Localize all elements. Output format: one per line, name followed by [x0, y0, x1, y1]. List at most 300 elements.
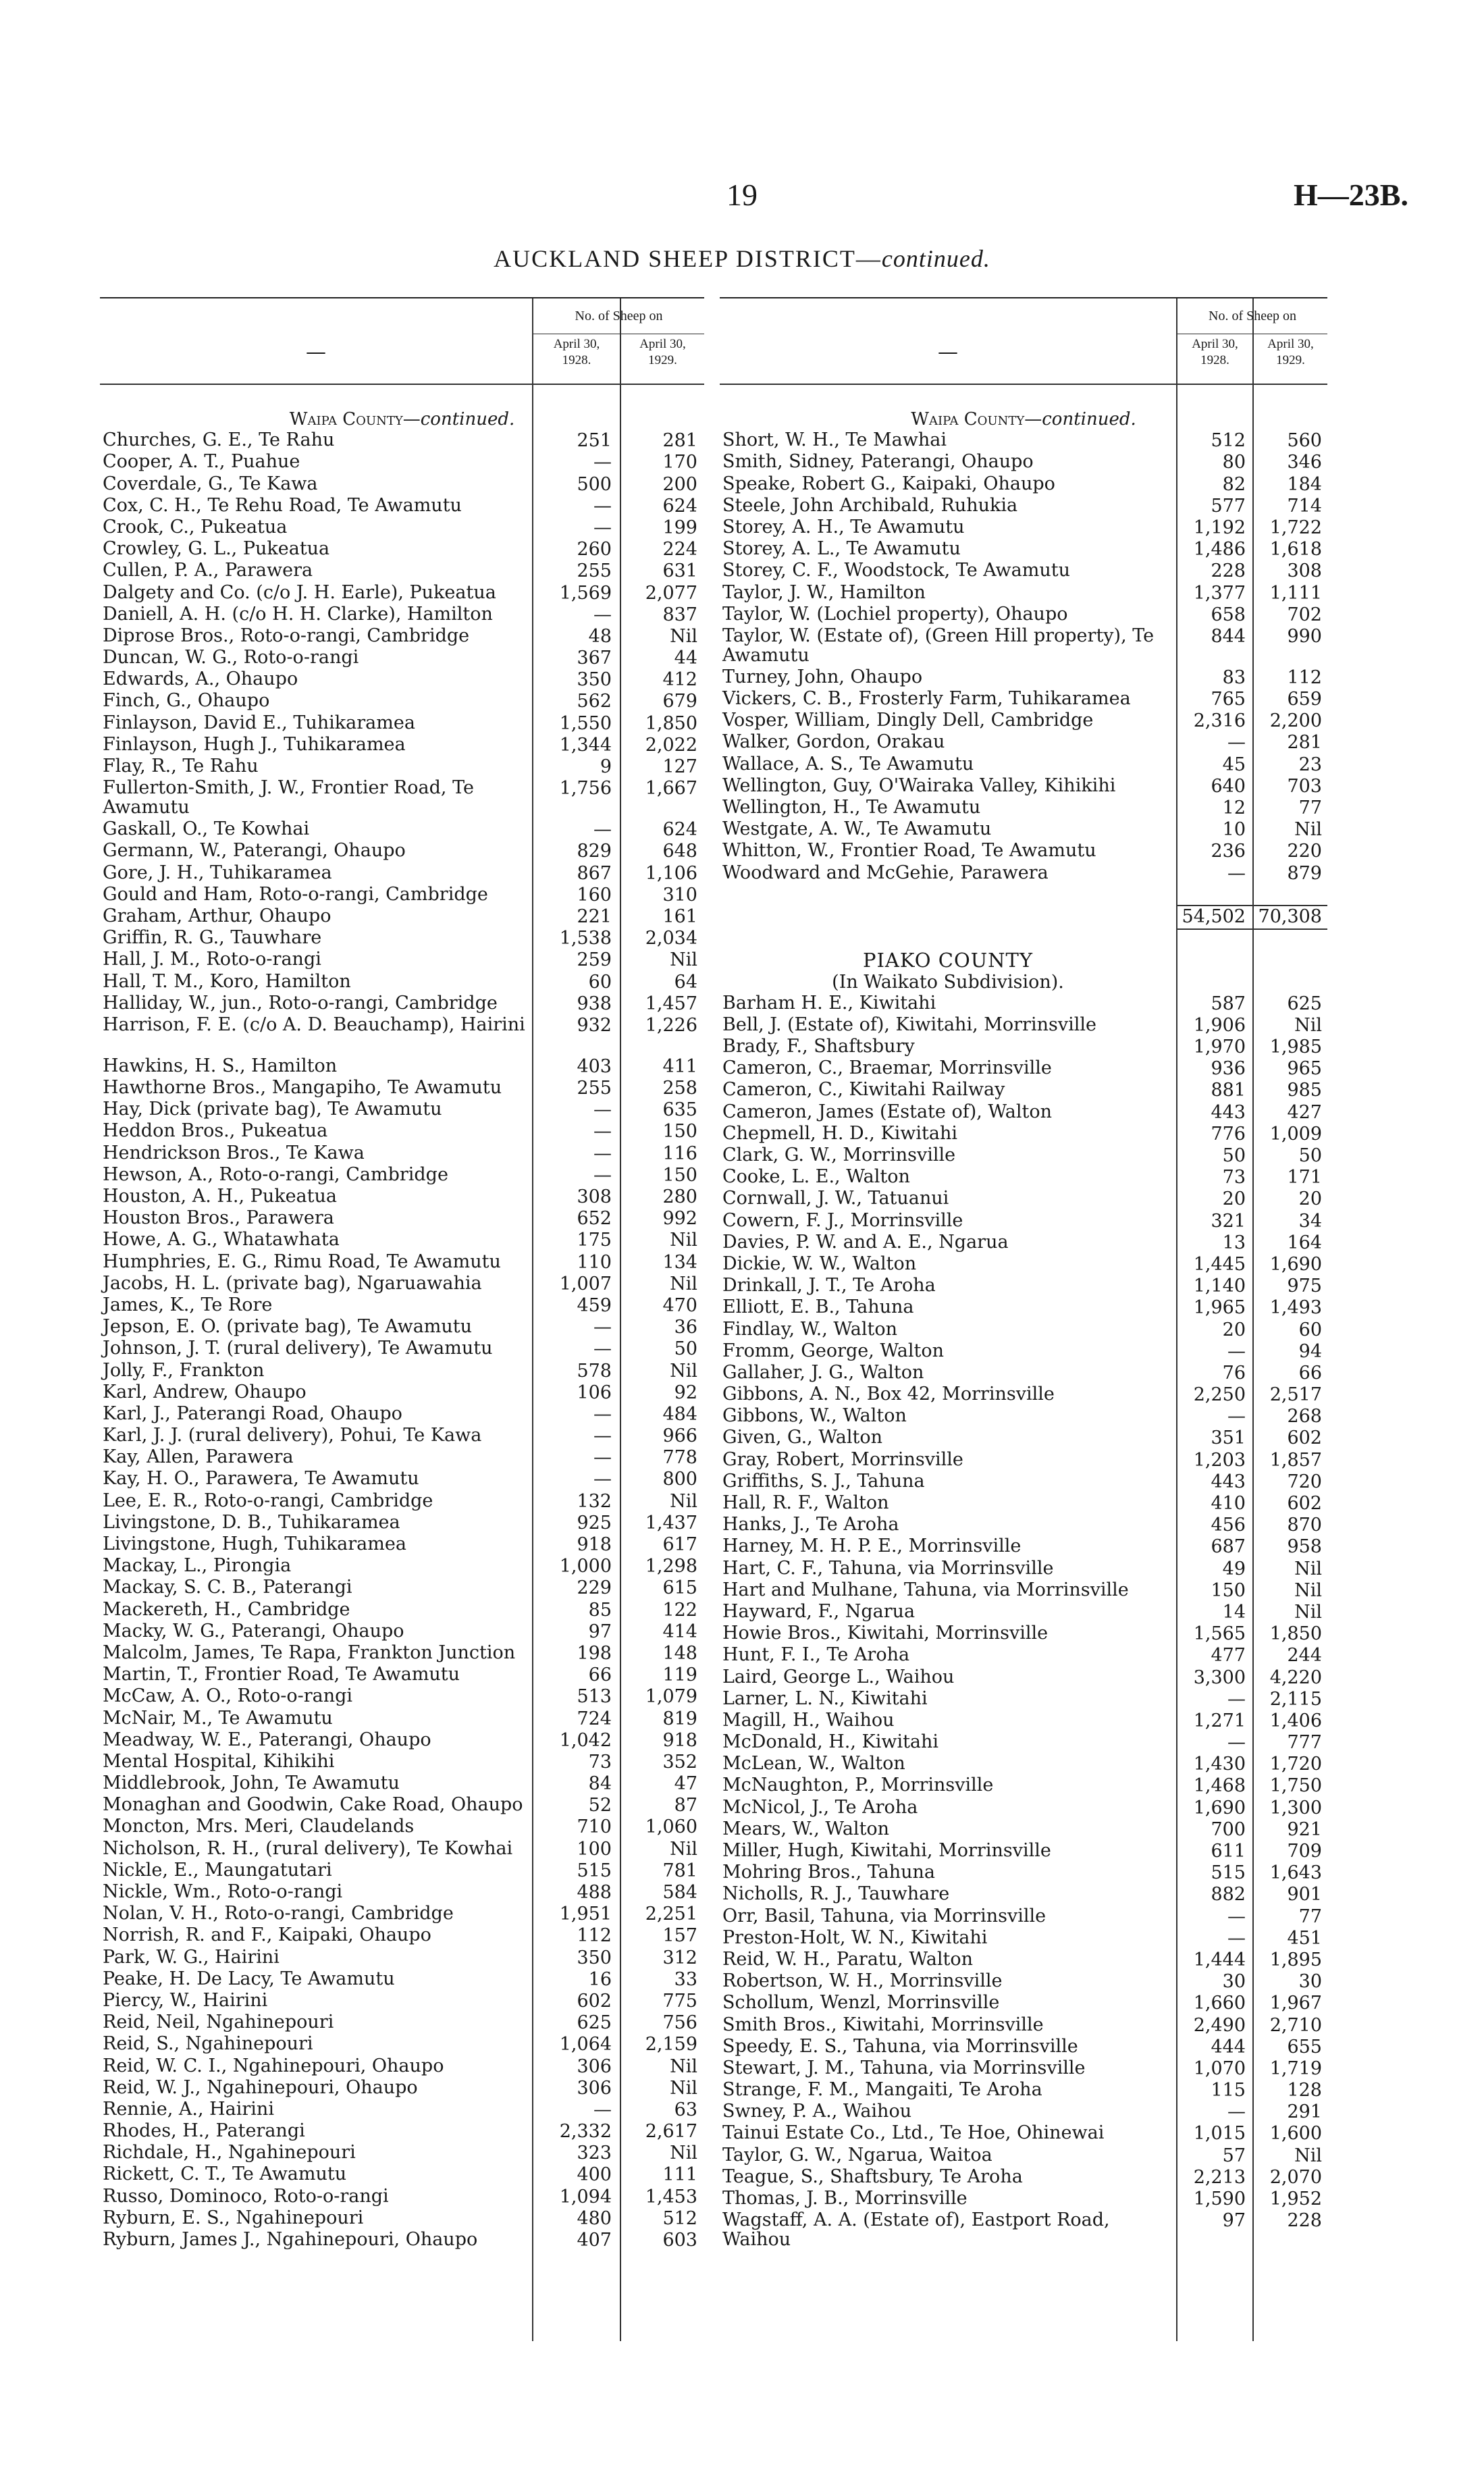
- farmer-name: Bell, J. (Estate of), Kiwitahi, Morrinsville: [722, 1014, 1096, 1035]
- farmer-name: Duncan, W. G., Roto-o-rangi: [103, 647, 359, 669]
- sheep-count-1929: 134: [662, 1251, 697, 1273]
- sheep-count-1929: 709: [1287, 1841, 1322, 1862]
- sheep-count-1928: 49: [1222, 1558, 1246, 1579]
- table-row: [720, 732, 1327, 754]
- table-row: [100, 2164, 704, 2186]
- farmer-name: Cornwall, J. W., Tatuanui: [722, 1188, 949, 1209]
- farmer-name: Nicholson, R. H., (rural delivery), Te Kowhai: [103, 1837, 513, 1859]
- sheep-count-1928: 918: [577, 1534, 612, 1555]
- table-row: [720, 1667, 1327, 1689]
- left-rows: [100, 409, 704, 2251]
- table-row: [720, 667, 1327, 689]
- sheep-count-1929: 414: [662, 1621, 697, 1642]
- farmer-name: Dickie, W. W., Walton: [722, 1253, 917, 1274]
- sheep-count-1929: 2,251: [645, 1904, 697, 1925]
- table-row: [100, 517, 704, 539]
- sheep-count-1928: 321: [1211, 1210, 1246, 1232]
- farmer-name: Storey, A. L., Te Awamutu: [722, 538, 961, 560]
- farmer-name: Flay, R., Te Rahu: [103, 756, 259, 777]
- sheep-count-1928: —: [593, 452, 612, 473]
- sheep-count-1928: 259: [577, 949, 612, 971]
- sheep-count-1929: 157: [662, 1925, 697, 1947]
- sheep-count-1929: 1,600: [1269, 2123, 1322, 2145]
- farmer-name: Mackay, S. C. B., Paterangi: [103, 1577, 352, 1598]
- table-row: [100, 1816, 704, 1838]
- sheep-count-1928: 3,300: [1193, 1667, 1246, 1688]
- sheep-count-1928: —: [593, 1447, 612, 1469]
- farmer-name: Turney, John, Ohaupo: [722, 666, 923, 687]
- table-row: [100, 1186, 704, 1208]
- table-row: [100, 1947, 704, 1969]
- sheep-count-1929: 33: [674, 1968, 697, 1990]
- sheep-count-1928: 515: [577, 1860, 612, 1881]
- table-row: [720, 1558, 1327, 1580]
- farmer-name: Lee, E. R., Roto-o-rangi, Cambridge: [103, 1490, 433, 1511]
- farmer-name: Karl, J., Paterangi Road, Ohaupo: [103, 1403, 402, 1424]
- farmer-name: Norrish, R. and F., Kaipaki, Ohaupo: [103, 1924, 431, 1946]
- sheep-count-1928: 1,000: [559, 1556, 612, 1577]
- sheep-count-1928: 443: [1211, 1471, 1246, 1492]
- sheep-count-1928: 710: [577, 1816, 612, 1838]
- sheep-count-1929: 990: [1287, 625, 1322, 647]
- sheep-count-1929: 921: [1287, 1818, 1322, 1840]
- sheep-count-1929: Nil: [670, 2143, 697, 2164]
- table-row: [720, 797, 1327, 819]
- sheep-count-1928: 2,250: [1193, 1384, 1246, 1406]
- sheep-count-1929: 4,220: [1269, 1667, 1322, 1688]
- farmer-name: Westgate, A. W., Te Awamutu: [722, 818, 992, 840]
- table-row: [720, 474, 1327, 496]
- table-row: [100, 1577, 704, 1599]
- farmer-name: Schollum, Wenzl, Morrinsville: [722, 1992, 1000, 2014]
- sheep-count-1929: 220: [1287, 841, 1322, 862]
- sheep-count-1929: 150: [662, 1121, 697, 1143]
- sheep-count-1929: 800: [662, 1469, 697, 1490]
- sheep-count-1929: 679: [662, 691, 697, 712]
- table-row: [100, 841, 704, 862]
- farmer-name: Coverdale, G., Te Kawa: [103, 473, 318, 494]
- table-row: [720, 1124, 1327, 1145]
- sheep-count-1929: 1,009: [1269, 1123, 1322, 1145]
- farmer-name: Germann, W., Paterangi, Ohaupo: [103, 840, 406, 862]
- sheep-count-1929: Nil: [670, 1490, 697, 1512]
- table-row: [100, 1839, 704, 1860]
- county-heading: [100, 409, 704, 430]
- total-1928: 54,502: [1182, 906, 1246, 927]
- sheep-count-1929: 352: [662, 1751, 697, 1773]
- document-code: H—23B.: [1294, 178, 1408, 212]
- sheep-count-1928: 1,377: [1193, 582, 1246, 604]
- sheep-count-1929: Nil: [1294, 1579, 1322, 1601]
- table-row: [720, 776, 1327, 797]
- farmer-name: Hanks, J., Te Aroha: [722, 1514, 899, 1536]
- farmer-name: Stewart, J. M., Tahuna, via Morrinsville: [722, 2057, 1086, 2078]
- table-row: [100, 648, 704, 669]
- table-row: [720, 1689, 1327, 1710]
- table-row: [720, 1949, 1327, 1971]
- table-row: [720, 1297, 1327, 1319]
- table-row: [100, 1534, 704, 1556]
- table-row: [100, 1686, 704, 1708]
- farmer-name: Cameron, C., Braemar, Morrinsville: [722, 1057, 1052, 1079]
- table-row: [720, 1971, 1327, 1993]
- sheep-count-1928: 765: [1211, 689, 1246, 710]
- sheep-count-1929: 484: [662, 1403, 697, 1425]
- sheep-count-1928: —: [593, 1143, 612, 1164]
- farmer-name: Reid, S., Ngahinepouri: [103, 2033, 313, 2055]
- sheep-count-1928: —: [1227, 732, 1246, 754]
- sheep-count-1928: 255: [577, 560, 612, 582]
- table-row: [720, 496, 1327, 517]
- sheep-count-1928: 925: [577, 1512, 612, 1534]
- sheep-count-1929: 1,967: [1269, 1993, 1322, 2014]
- sheep-count-1928: 251: [577, 430, 612, 452]
- sheep-count-1929: 1,719: [1269, 2058, 1322, 2079]
- col-1928-line2: 1928.: [1200, 353, 1229, 367]
- farmer-name: Ryburn, E. S., Ngahinepouri: [103, 2207, 364, 2228]
- sheep-count-1929: 2,517: [1269, 1384, 1322, 1406]
- sheep-count-1929: 1,720: [1269, 1754, 1322, 1775]
- sheep-count-1928: 403: [577, 1055, 612, 1077]
- sheep-count-1928: 367: [577, 648, 612, 669]
- sheep-count-1928: —: [593, 1425, 612, 1447]
- sheep-count-1928: 351: [1211, 1427, 1246, 1449]
- sheep-count-1928: 1,444: [1193, 1949, 1246, 1970]
- sheep-count-1928: 687: [1211, 1536, 1246, 1558]
- table-row: [720, 819, 1327, 841]
- table-row: [100, 1056, 704, 1078]
- farmer-name: Fromm, George, Walton: [722, 1340, 945, 1361]
- sheep-count-1928: 1,094: [559, 2186, 612, 2207]
- farmer-name: Houston, A. H., Pukeatua: [103, 1186, 337, 1207]
- sheep-count-1928: —: [593, 819, 612, 841]
- farmer-name: Rennie, A., Hairini: [103, 2098, 274, 2120]
- sheep-count-1928: 1,042: [559, 1729, 612, 1751]
- table-row: [720, 1167, 1327, 1188]
- sheep-count-1929: 224: [662, 539, 697, 560]
- sheep-count-1929: 244: [1287, 1645, 1322, 1667]
- farmer-name: Rickett, C. T., Te Awamutu: [103, 2164, 347, 2185]
- table-row: [720, 604, 1327, 626]
- farmer-name: Peake, H. De Lacy, Te Awamutu: [103, 1968, 395, 1989]
- sheep-count-1928: 844: [1211, 625, 1246, 647]
- farmer-name: Park, W. G., Hairini: [103, 1946, 280, 1968]
- table-row: [720, 1536, 1327, 1558]
- farmer-name: Griffin, R. G., Tauwhare: [103, 927, 322, 949]
- farmer-name: Howie Bros., Kiwitahi, Morrinsville: [722, 1623, 1049, 1644]
- col-1928-header: [533, 336, 620, 374]
- farmer-name: Heddon Bros., Pukeatua: [103, 1120, 328, 1142]
- sheep-count-1928: 640: [1211, 775, 1246, 797]
- sheep-count-1928: 2,213: [1193, 2166, 1246, 2188]
- table-row: [720, 1906, 1327, 1928]
- sheep-count-1928: 456: [1211, 1515, 1246, 1536]
- sheep-count-1929: 1,060: [645, 1816, 697, 1838]
- table-row: [100, 1600, 704, 1621]
- col-1928-header: [1177, 336, 1252, 374]
- sheep-count-1929: 281: [662, 430, 697, 452]
- sheep-count-1928: 1,965: [1193, 1297, 1246, 1319]
- farmer-name: Gaskall, O., Te Kowhai: [103, 818, 310, 840]
- sheep-count-1928: 1,271: [1193, 1710, 1246, 1731]
- sheep-count-1928: 1,660: [1193, 1993, 1246, 2014]
- sheep-count-1928: 724: [577, 1708, 612, 1729]
- sheep-count-1929: 512: [662, 2207, 697, 2229]
- farmer-name: Barham H. E., Kiwitahi: [722, 992, 936, 1014]
- farmer-name: Elliott, E. B., Tahuna: [722, 1296, 914, 1318]
- farmer-name: Martin, T., Frontier Road, Te Awamutu: [103, 1664, 460, 1685]
- sheep-count-1929: 1,453: [645, 2186, 697, 2207]
- sheep-count-1929: 781: [662, 1860, 697, 1881]
- sheep-count-1928: 700: [1211, 1818, 1246, 1840]
- sheep-count-1929: 720: [1287, 1471, 1322, 1492]
- table-row: [720, 1710, 1327, 1732]
- table-row: [720, 1427, 1327, 1449]
- table-row: [100, 1121, 704, 1143]
- farmer-name: Livingstone, D. B., Tuhikaramea: [103, 1511, 400, 1533]
- sheep-count-1929: Nil: [1294, 1014, 1322, 1036]
- sheep-count-1929: 308: [1287, 560, 1322, 582]
- sheep-count-1928: 9: [600, 756, 612, 777]
- sheep-count-1929: 161: [662, 906, 697, 927]
- sheep-count-1929: 228: [1287, 2210, 1322, 2232]
- farmer-name: Cullen, P. A., Parawera: [103, 560, 313, 581]
- farmer-name: Strange, F. M., Mangaiti, Te Aroha: [722, 2079, 1042, 2101]
- farmer-name: Storey, C. F., Woodstock, Te Awamutu: [722, 560, 1070, 581]
- farmer-name: Hayward, F., Ngarua: [722, 1600, 916, 1622]
- farmer-name: Tainui Estate Co., Ltd., Te Hoe, Ohinewai: [722, 2122, 1105, 2144]
- sheep-count-1928: 658: [1211, 604, 1246, 625]
- farmer-name: Short, W. H., Te Mawhai: [722, 429, 947, 451]
- farmer-name: Jolly, F., Frankton: [103, 1359, 265, 1381]
- farmer-name: Vosper, William, Dingly Dell, Cambridge: [722, 710, 1094, 731]
- sheep-count-1929: 268: [1287, 1406, 1322, 1427]
- sheep-count-1929: 655: [1287, 2036, 1322, 2058]
- farmer-name: Larner, L. N., Kiwitahi: [722, 1687, 928, 1709]
- sheep-count-1928: 14: [1222, 1601, 1246, 1623]
- sheep-count-1929: Nil: [670, 1230, 697, 1251]
- farmer-name: Reid, W. C. I., Ngahinepouri, Ohaupo: [103, 2055, 444, 2076]
- sheep-count-1928: 112: [577, 1925, 612, 1947]
- sheep-count-1929: 635: [662, 1099, 697, 1121]
- farmer-name: Orr, Basil, Tahuna, via Morrinsville: [722, 1905, 1046, 1927]
- farmer-name: Hewson, A., Roto-o-rangi, Cambridge: [103, 1163, 448, 1185]
- farmer-name: Chepmell, H. D., Kiwitahi: [722, 1122, 957, 1144]
- sheep-count-1929: 1,857: [1269, 1449, 1322, 1471]
- table-row: [100, 2186, 704, 2208]
- sheep-count-1929: 122: [662, 1599, 697, 1621]
- table-row: [100, 1730, 704, 1752]
- table-row: [720, 560, 1327, 582]
- table-row: [100, 1882, 704, 1904]
- farmer-name: Wagstaff, A. A. (Estate of), Eastport Road, Waihou: [722, 2209, 1110, 2251]
- sheep-count-1928: —: [593, 1338, 612, 1360]
- sheep-count-1929: 184: [1287, 473, 1322, 495]
- sheep-count-1928: 175: [577, 1230, 612, 1251]
- sheep-count-1928: —: [593, 517, 612, 538]
- farmer-name: Cooper, A. T., Puahue: [103, 451, 300, 473]
- sheep-count-1928: 459: [577, 1294, 612, 1316]
- sheep-count-1928: 228: [1211, 560, 1246, 582]
- sheep-count-1928: —: [593, 1317, 612, 1338]
- farmer-name: Finlayson, David E., Tuhikaramea: [103, 712, 415, 733]
- sheep-count-1929: 1,667: [645, 778, 697, 800]
- table-row: [720, 1732, 1327, 1754]
- sheep-count-1929: 2,200: [1269, 710, 1322, 732]
- farmer-name: Crowley, G. L., Pukeatua: [103, 538, 330, 560]
- sheep-count-1929: 778: [662, 1447, 697, 1469]
- sheep-count-1929: 1,722: [1269, 517, 1322, 538]
- table-row: [720, 1602, 1327, 1623]
- farmer-name: Hart, C. F., Tahuna, via Morrinsville: [722, 1557, 1054, 1579]
- farmer-name: Hall, J. M., Roto-o-rangi: [103, 949, 321, 970]
- farmer-name: Nolan, V. H., Roto-o-rangi, Cambridge: [103, 1903, 454, 1924]
- farmer-name: Hunt, F. I., Te Aroha: [722, 1644, 910, 1666]
- sheep-count-1929: 615: [662, 1577, 697, 1599]
- sheep-count-1928: 1,569: [559, 582, 612, 604]
- sheep-count-1928: 577: [1211, 495, 1246, 517]
- table-row: [100, 885, 704, 906]
- col-1928-line2: 1928.: [562, 353, 591, 367]
- header-rule: [720, 384, 1327, 385]
- sheep-count-1929: 170: [662, 452, 697, 473]
- sheep-count-1928: 306: [577, 2055, 612, 2077]
- table-row: [720, 1798, 1327, 1819]
- sheep-count-1929: 1,437: [645, 1512, 697, 1534]
- sheep-count-1929: 777: [1287, 1732, 1322, 1754]
- sheep-count-1929: 584: [662, 1882, 697, 1903]
- farmer-name: Finch, G., Ohaupo: [103, 690, 270, 712]
- sheep-count-1928: 1,015: [1193, 2123, 1246, 2145]
- farmer-name: Richdale, H., Ngahinepouri: [103, 2142, 356, 2164]
- farmer-name: Edwards, A., Ohaupo: [103, 669, 298, 690]
- sheep-count-1928: 80: [1222, 452, 1246, 473]
- sheep-count-1929: 631: [662, 560, 697, 582]
- col-1929-header: [621, 336, 704, 374]
- farmer-name: Speake, Robert G., Kaipaki, Ohaupo: [722, 473, 1055, 494]
- total-row: [720, 906, 1327, 928]
- table-row: [720, 1623, 1327, 1645]
- sheep-count-1928: 515: [1211, 1862, 1246, 1884]
- sheep-count-1929: 602: [1287, 1493, 1322, 1514]
- farmer-name: Storey, A. H., Te Awamutu: [722, 516, 965, 538]
- sheep-count-1929: 94: [1298, 1340, 1322, 1362]
- sheep-count-1928: 97: [1222, 2210, 1246, 2232]
- farmer-name: Nickle, Wm., Roto-o-rangi: [103, 1881, 343, 1902]
- sheep-count-1928: —: [1227, 862, 1246, 884]
- sheep-count-1929: 1,079: [645, 1686, 697, 1708]
- sheep-count-1929: 1,300: [1269, 1797, 1322, 1818]
- table-row: [100, 669, 704, 691]
- table-row: [720, 2058, 1327, 2080]
- sheep-count-1929: 412: [662, 669, 697, 691]
- table-row: [100, 626, 704, 648]
- sheep-count-1928: 1,690: [1193, 1797, 1246, 1818]
- sheep-count-1928: 400: [577, 2164, 612, 2186]
- sheep-count-1929: 281: [1287, 732, 1322, 754]
- sheep-count-1929: 648: [662, 841, 697, 862]
- farmer-name: Findlay, W., Walton: [722, 1318, 898, 1340]
- farmer-name: Diprose Bros., Roto-o-rangi, Cambridge: [103, 625, 470, 646]
- sheep-count-1928: 150: [1211, 1579, 1246, 1601]
- farmer-name: James, K., Te Rore: [103, 1294, 273, 1315]
- table-row: [100, 430, 704, 452]
- farmer-name: McCaw, A. O., Roto-o-rangi: [103, 1685, 353, 1707]
- sheep-count-1928: —: [1227, 1688, 1246, 1710]
- table-row: [720, 539, 1327, 560]
- sheep-count-1928: 1,550: [559, 712, 612, 734]
- table-row: [100, 819, 704, 841]
- table-row: [720, 1515, 1327, 1536]
- farmer-name: Walker, Gordon, Orakau: [722, 731, 945, 753]
- sheep-count-1929: 958: [1287, 1536, 1322, 1558]
- sheep-count-1928: 255: [577, 1078, 612, 1099]
- col-1928-line1: April 30,: [553, 337, 600, 351]
- sheep-count-1929: 34: [1298, 1210, 1322, 1232]
- sheep-count-1929: 116: [662, 1143, 697, 1164]
- sheep-count-1929: Nil: [670, 1838, 697, 1860]
- table-row: [100, 1208, 704, 1230]
- sheep-count-1928: 52: [588, 1795, 612, 1816]
- farmer-name: Kay, Allen, Parawera: [103, 1446, 294, 1468]
- sheep-count-1929: Nil: [1294, 1558, 1322, 1579]
- sheep-count-1928: 110: [577, 1251, 612, 1273]
- table-row: [100, 1621, 704, 1643]
- sheep-count-1929: 966: [662, 1425, 697, 1447]
- table-row: [100, 1469, 704, 1490]
- sheep-count-1929: 2,617: [645, 2121, 697, 2143]
- right-rows: [720, 409, 1327, 2251]
- table-row: [720, 1580, 1327, 1602]
- spacer: [720, 928, 1327, 949]
- county-suffix: continued.: [1042, 409, 1136, 429]
- table-row: [100, 1361, 704, 1382]
- table-row: [720, 1102, 1327, 1124]
- farmer-name: Fullerton-Smith, J. W., Frontier Road, Te Awamutu: [103, 777, 474, 818]
- sheep-count-1928: 97: [588, 1621, 612, 1642]
- sheep-count-1928: 444: [1211, 2036, 1246, 2058]
- farmer-name: Laird, George L., Waihou: [722, 1666, 955, 1687]
- table-row: [100, 496, 704, 517]
- farmer-name: Vickers, C. B., Frosterly Farm, Tuhikaramea: [722, 688, 1131, 710]
- sheep-count-1928: 13: [1222, 1232, 1246, 1253]
- sheep-count-1929: 50: [1298, 1145, 1322, 1166]
- table-row: [720, 1819, 1327, 1841]
- table-row: [100, 1752, 704, 1773]
- sheep-count-1928: 115: [1211, 2080, 1246, 2101]
- sheep-count-1928: 2,332: [559, 2121, 612, 2143]
- left-table: [100, 297, 704, 2341]
- sheep-count-header: No. of Sheep on: [1177, 298, 1327, 334]
- farmer-name: Mackereth, H., Cambridge: [103, 1598, 350, 1620]
- sheep-count-1928: 2,490: [1193, 2014, 1246, 2036]
- sheep-count-1928: 936: [1211, 1058, 1246, 1080]
- sheep-count-1929: 92: [674, 1382, 697, 1403]
- farmer-name: Griffiths, S. J., Tahuna: [722, 1470, 925, 1492]
- sheep-count-1928: 1,070: [1193, 2058, 1246, 2079]
- sheep-count-1928: 611: [1211, 1841, 1246, 1862]
- table-row: [100, 1795, 704, 1816]
- farmer-name: Thomas, J. B., Morrinsville: [722, 2188, 968, 2209]
- sheep-count-1928: 407: [577, 2230, 612, 2251]
- farmer-name: Hall, R. F., Walton: [722, 1492, 889, 1513]
- farmer-name: Malcolm, James, Te Rapa, Frankton Junction: [103, 1642, 516, 1663]
- sheep-count-1929: 624: [662, 819, 697, 841]
- table-row: [720, 1341, 1327, 1363]
- table-row: [100, 2099, 704, 2121]
- sheep-count-1929: 427: [1287, 1101, 1322, 1123]
- farmer-name: Harrison, F. E. (c/o A. D. Beauchamp), Hairini: [103, 1014, 525, 1035]
